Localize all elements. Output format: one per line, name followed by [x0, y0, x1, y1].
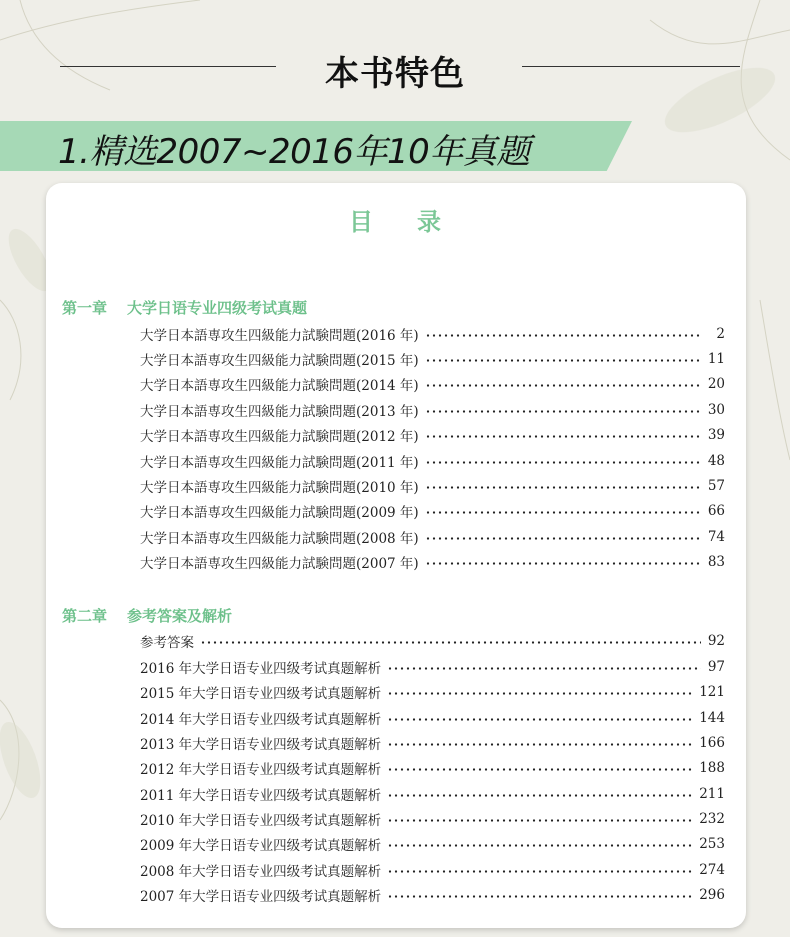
chapter-heading: [62, 605, 232, 626]
toc-entry[interactable]: [140, 400, 725, 420]
dot-leader: [425, 410, 701, 413]
header-rule-right: [522, 66, 740, 67]
entry-label: 大学日本語専攻生四級能力試験問題(2012 年): [140, 429, 419, 445]
dot-leader: [387, 870, 693, 873]
dot-leader: [425, 537, 701, 540]
dot-leader: [425, 384, 701, 387]
dot-leader: [425, 435, 701, 438]
dot-leader: [387, 844, 693, 847]
entry-label: 2007 年大学日语专业四级考试真题解析: [140, 889, 382, 905]
entry-label: 参考答案: [140, 635, 194, 651]
toc-entry[interactable]: [140, 784, 725, 804]
entry-label: 2011 年大学日语专业四级考试真题解析: [140, 788, 382, 804]
entry-page: 66: [707, 503, 725, 519]
dot-leader: [387, 743, 693, 746]
entry-page: 144: [699, 710, 725, 726]
dot-leader: [387, 895, 693, 898]
entry-label: 2010 年大学日语专业四级考试真题解析: [140, 813, 382, 829]
chapter-heading: [62, 297, 307, 318]
toc-entry[interactable]: [140, 631, 725, 651]
entry-label: 大学日本語専攻生四級能力試験問題(2014 年): [140, 378, 419, 394]
toc-entry[interactable]: [140, 708, 725, 728]
dot-leader: [425, 511, 701, 514]
toc-entry[interactable]: [140, 425, 725, 445]
toc-entry[interactable]: [140, 682, 725, 702]
entry-page: 83: [707, 554, 725, 570]
toc-title: 目录: [349, 208, 485, 236]
entry-label: 大学日本語専攻生四級能力試験問題(2010 年): [140, 480, 419, 496]
toc-entry[interactable]: [140, 552, 725, 572]
page-title: 本书特色: [325, 54, 465, 94]
toc-entry[interactable]: [140, 476, 725, 496]
entry-page: 121: [699, 684, 725, 700]
entry-label: 2015 年大学日语专业四级考试真题解析: [140, 686, 382, 702]
entry-page: 11: [707, 351, 725, 367]
feature-title: 1.精选2007~2016年10年真题: [58, 132, 530, 172]
entry-page: 296: [699, 887, 725, 903]
entry-label: 2016 年大学日语专业四级考试真题解析: [140, 661, 382, 677]
entry-page: 48: [707, 453, 725, 469]
chapter-number: 第二章: [62, 607, 108, 625]
dot-leader: [387, 667, 701, 670]
entry-page: 97: [707, 659, 725, 675]
entry-page: 232: [699, 811, 725, 827]
entry-label: 大学日本語専攻生四級能力試験問題(2007 年): [140, 556, 419, 572]
toc-entry[interactable]: [140, 501, 725, 521]
entry-label: 大学日本語専攻生四級能力試験問題(2016 年): [140, 328, 419, 344]
entry-page: 166: [699, 735, 725, 751]
entry-page: 74: [707, 529, 725, 545]
toc-entry[interactable]: [140, 324, 725, 344]
dot-leader: [425, 359, 701, 362]
toc-entry[interactable]: [140, 349, 725, 369]
entry-label: 大学日本語専攻生四級能力試験問題(2013 年): [140, 404, 419, 420]
dot-leader: [425, 562, 701, 565]
toc-entry[interactable]: [140, 809, 725, 829]
entry-page: 211: [699, 786, 725, 802]
entry-label: 大学日本語専攻生四級能力試験問題(2011 年): [140, 455, 419, 471]
chapter-name: 参考答案及解析: [127, 607, 233, 625]
toc-entry[interactable]: [140, 834, 725, 854]
dot-leader: [425, 486, 701, 489]
dot-leader: [387, 692, 693, 695]
chapter-name: 大学日语专业四级考试真题: [127, 299, 308, 317]
toc-entry[interactable]: [140, 374, 725, 394]
entry-page: 39: [707, 427, 725, 443]
toc-entry[interactable]: [140, 885, 725, 905]
entry-page: 92: [707, 633, 725, 649]
entry-label: 大学日本語専攻生四級能力試験問題(2008 年): [140, 531, 419, 547]
dot-leader: [425, 461, 701, 464]
entry-page: 20: [707, 376, 725, 392]
entry-page: 2: [716, 326, 725, 342]
entry-page: 188: [699, 760, 725, 776]
entry-page: 253: [699, 836, 725, 852]
entry-label: 2014 年大学日语专业四级考试真题解析: [140, 712, 382, 728]
toc-entry[interactable]: [140, 733, 725, 753]
entry-page: 274: [699, 862, 725, 878]
dot-leader: [200, 641, 701, 644]
dot-leader: [425, 334, 701, 337]
toc-entry[interactable]: [140, 527, 725, 547]
entry-label: 2013 年大学日语专业四级考试真题解析: [140, 737, 382, 753]
entry-label: 大学日本語専攻生四級能力試験問題(2009 年): [140, 505, 419, 521]
entry-page: 57: [707, 478, 725, 494]
entry-label: 2009 年大学日语专业四级考试真题解析: [140, 838, 382, 854]
dot-leader: [387, 718, 693, 721]
toc-entry[interactable]: [140, 451, 725, 471]
entry-page: 30: [707, 402, 725, 418]
toc-entry[interactable]: [140, 657, 725, 677]
dot-leader: [387, 768, 693, 771]
dot-leader: [387, 794, 693, 797]
toc-entry[interactable]: [140, 758, 725, 778]
entry-label: 2012 年大学日语专业四级考试真题解析: [140, 762, 382, 778]
dot-leader: [387, 819, 693, 822]
entry-label: 大学日本語専攻生四級能力試験問題(2015 年): [140, 353, 419, 369]
section-header: [0, 38, 790, 98]
chapter-number: 第一章: [62, 299, 108, 317]
toc-entry[interactable]: [140, 860, 725, 880]
entry-label: 2008 年大学日语专业四级考试真题解析: [140, 864, 382, 880]
